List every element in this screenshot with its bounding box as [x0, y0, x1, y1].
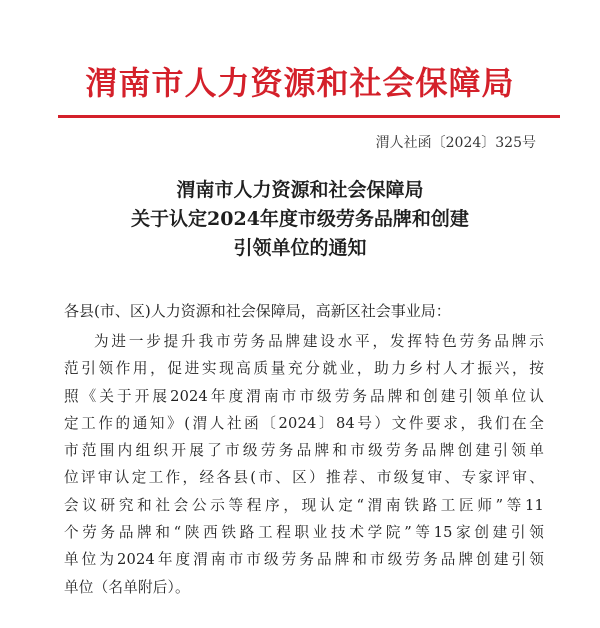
red-divider-line	[58, 115, 560, 118]
body-line: 范引领作用，促进实现高质量充分就业，助力乡村人才振兴，按	[64, 360, 544, 378]
body-line: 为进一步提升我市劳务品牌建设水平，发挥特色劳务品牌示	[94, 333, 544, 350]
document-number: 渭人社函〔2024〕325号	[375, 135, 536, 151]
title-line: 关于认定2024年度市级劳务品牌和创建	[131, 208, 469, 230]
body-line: 单位（名单附后）。	[64, 578, 190, 596]
body-text	[64, 328, 544, 601]
title-line: 渭南市人力资源和社会保障局	[176, 179, 424, 201]
agency-header: 渭南市人力资源和社会保障局	[85, 64, 515, 102]
body-line: 照《关于开展2024年度渭南市市级劳务品牌和创建引领单位认	[64, 387, 544, 405]
salutation: 各县(市、区)人力资源和社会保障局，高新区社会事业局：	[64, 302, 451, 320]
body-line: 个劳务品牌和“陕西铁路工程职业技术学院”等15家创建引领	[64, 524, 544, 542]
document-title	[0, 176, 600, 263]
body-line: 会议研究和社会公示等程序，现认定“渭南铁路工匠师”等11	[64, 496, 544, 514]
body-line: 定工作的通知》(渭人社函〔2024〕84号）文件要求，我们在全	[64, 414, 544, 432]
body-line: 市范围内组织开展了市级劳务品牌和市级劳务品牌创建引领单	[64, 442, 544, 460]
body-line: 位评审认定工作，经各县(市、区）推荐、市级复审、专家评审、	[64, 469, 544, 487]
body-line: 单位为2024年度渭南市市级劳务品牌和市级劳务品牌创建引领	[64, 551, 544, 569]
title-line: 引领单位的通知	[233, 237, 367, 259]
